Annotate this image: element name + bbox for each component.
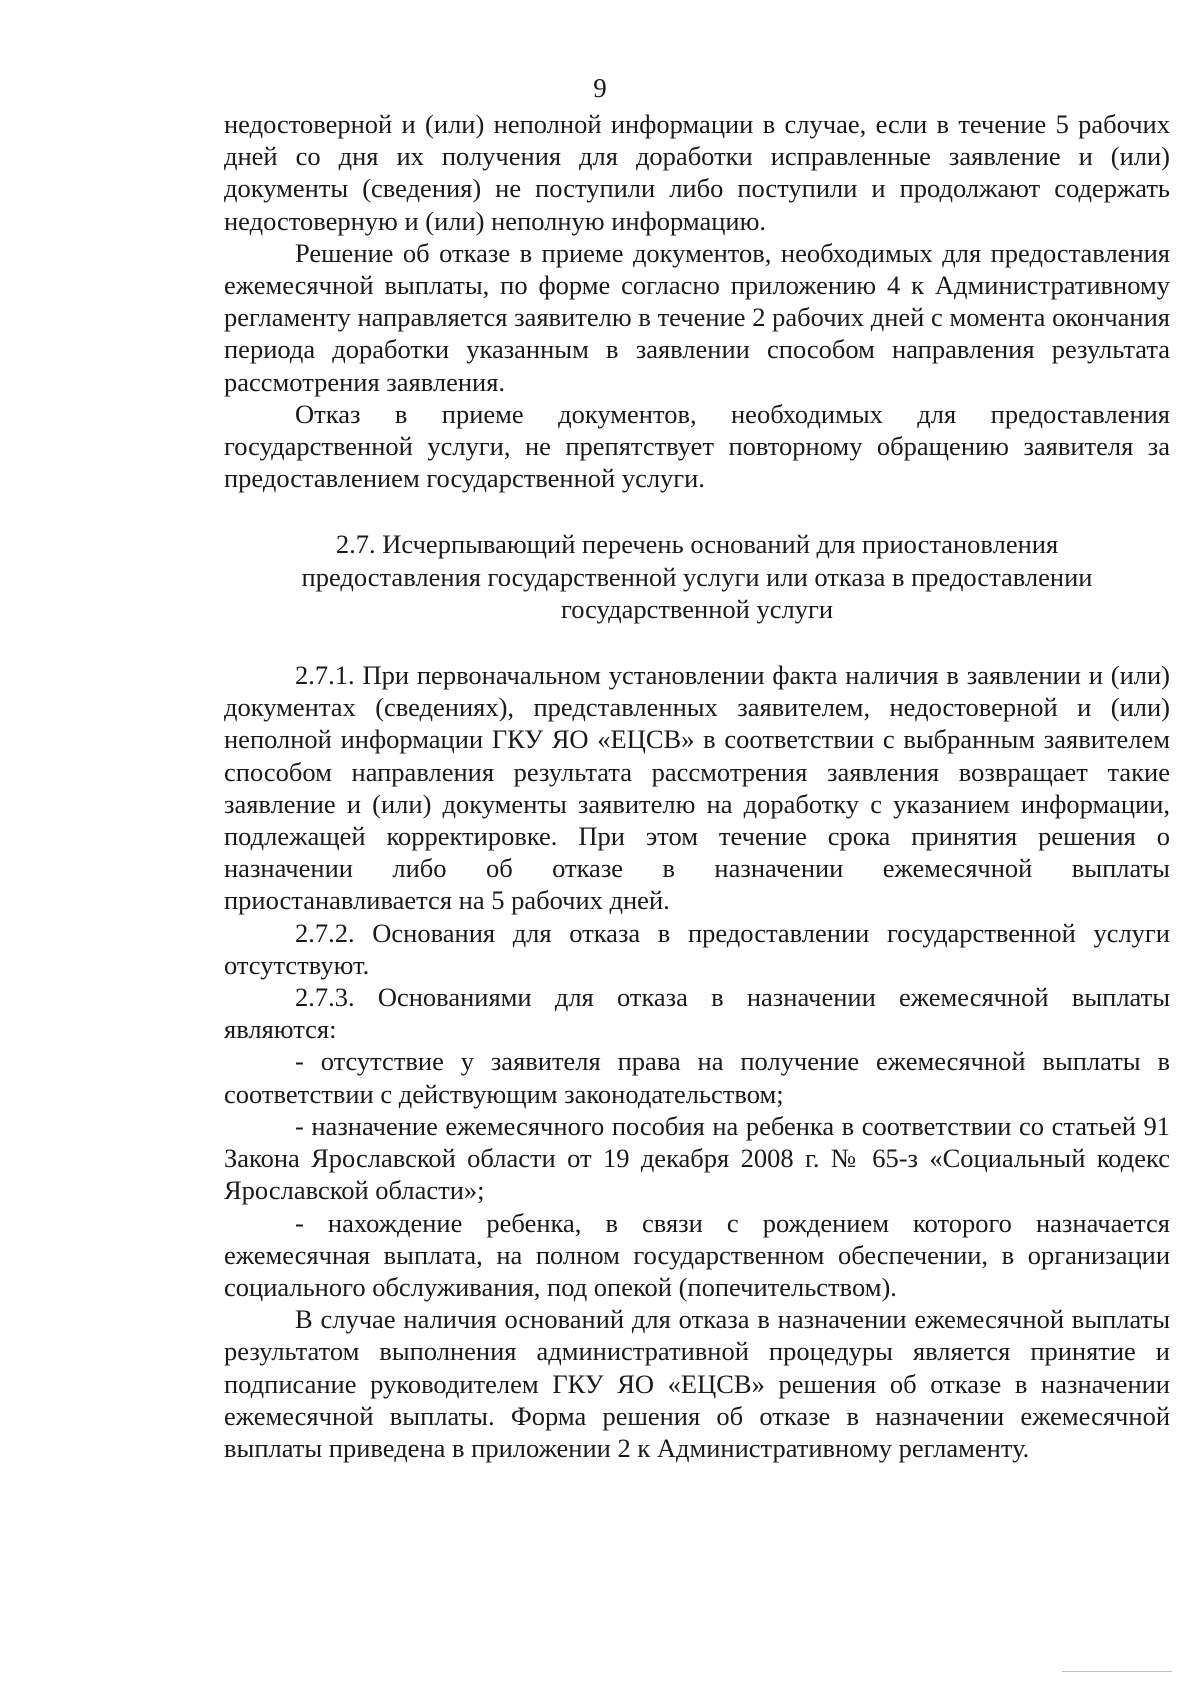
- section-heading: [224, 528, 1170, 625]
- paragraph-continuation: недостоверной и (или) неполной информации в случае, если в течение 5 рабочих дней со дня их получения для доработки исправленные заявление и (или) документы (сведения) не поступили либо поступили и продолжают содержать недостоверную и (или) неполную информацию.: [224, 109, 1170, 236]
- list-item-state-support: - нахождение ребенка, в связи с рождением которого назначается ежемесячная выплата, на полном государственном обеспечении, в организации социального обслуживания, под опекой (попечительством).: [224, 1207, 1170, 1302]
- paragraph-2-7-2: 2.7.2. Основания для отказа в предоставлении государственной услуги отсутствуют.: [224, 917, 1170, 980]
- paragraph-2-7-3: 2.7.3. Основаниями для отказа в назначении ежемесячной выплаты являются:: [224, 982, 1170, 1045]
- list-item-no-right: - отсутствие у заявителя права на получение ежемесячной выплаты в соответствии с действующим законодательством;: [224, 1046, 1170, 1109]
- paragraph-2-7-1: 2.7.1. При первоначальном установлении факта наличия в заявлении и (или) документах (сведениях), представленных заявителем, недостоверной и (или) неполной информации ГКУ ЯО «ЕЦСВ» в соответствии с выбранным заявителем способом направления результата рассмотрения заявления возвращает такие заявление и (или) документы заявителю на доработку с указанием информации, подлежащей корректировке. При этом течение срока принятия решения о назначении либо об отказе в назначении ежемесячной выплаты приостанавливается на 5 рабочих дней.: [224, 660, 1170, 916]
- paragraph-refusal-no-obstacle: Отказ в приеме документов, необходимых для предоставления государственной услуги, не препятствует повторному обращению заявителя за предоставлением государственной услуги.: [224, 398, 1170, 494]
- section-heading-line-3: государственной услуги: [560, 593, 834, 624]
- list-item-allowance: - назначение ежемесячного пособия на ребенка в соответствии со статьей 91 Закона Ярославской области от 19 декабря 2008 г. № 65-з «Социальный кодекс Ярославской области»;: [224, 1110, 1170, 1206]
- document-body: [224, 108, 1170, 1464]
- section-heading-line-1: 2.7. Исчерпывающий перечень оснований для приостановления: [335, 529, 1059, 560]
- section-heading-line-2: предоставления государственной услуги или отказа в предоставлении: [301, 561, 1093, 592]
- paragraph-refusal-decision: Решение об отказе в приеме документов, необходимых для предоставления ежемесячной выплаты, по форме согласно приложению 4 к Административному регламенту направляется заявителю в течение 2 рабочих дней с момента окончания периода доработки указанным в заявлении способом направления результата рассмотрения заявления.: [224, 237, 1170, 397]
- page-number: 9: [593, 73, 607, 103]
- paragraph-refusal-procedure: В случае наличия оснований для отказа в назначении ежемесячной выплаты результатом выполнения административной процедуры является принятие и подписание руководителем ГКУ ЯО «ЕЦСВ» решения об отказе в назначении ежемесячной выплаты. Форма решения об отказе в назначении ежемесячной выплаты приведена в приложении 2 к Административному регламенту.: [224, 1304, 1170, 1463]
- scan-edge-mark: [1062, 1671, 1172, 1674]
